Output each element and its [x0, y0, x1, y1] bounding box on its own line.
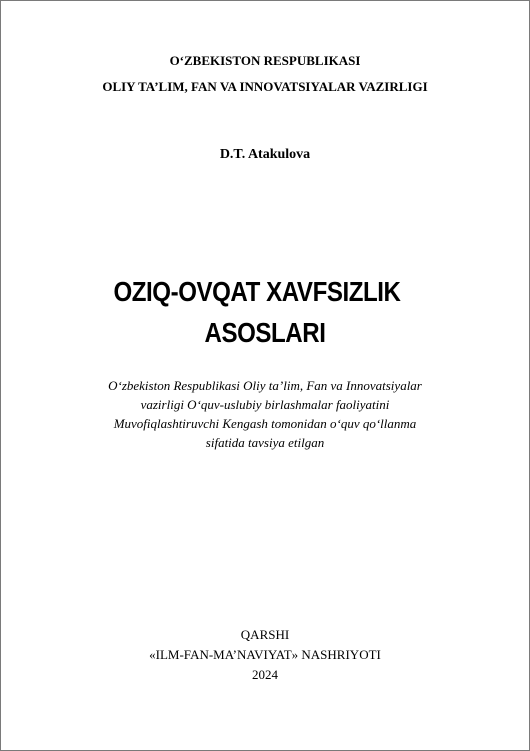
- publisher-city: QARSHI: [240, 627, 290, 642]
- recommendation-line1: O‘zbekiston Respublikasi Oliy ta’lim, Fan va Innovatsiyalar: [108, 378, 422, 393]
- publication-year: 2024: [252, 667, 278, 682]
- recommendation-line2: vazirligi O‘quv-uslubiy birlashmalar faoliyatini: [140, 397, 390, 412]
- book-title-line2: ASOSLARI: [204, 317, 326, 348]
- recommendation-line3: Muvofiqlashtiruvchi Kengash tomonidan o‘quv qo‘llanma: [113, 416, 417, 431]
- ministry-country: O‘ZBEKISTON RESPUBLIKASI: [169, 53, 361, 68]
- publisher-name: «ILM-FAN-MA’NAVIYAT» NASHRIYOTI: [149, 647, 381, 662]
- book-title-line1: OZIQ-OVQAT XAVFSIZLIK: [113, 276, 401, 307]
- author-name: D.T. Atakulova: [219, 147, 311, 162]
- ministry-name: OLIY TA’LIM, FAN VA INNOVATSIYALAR VAZIRLIGI: [102, 79, 428, 94]
- recommendation-line4: sifatida tavsiya etilgan: [205, 435, 325, 450]
